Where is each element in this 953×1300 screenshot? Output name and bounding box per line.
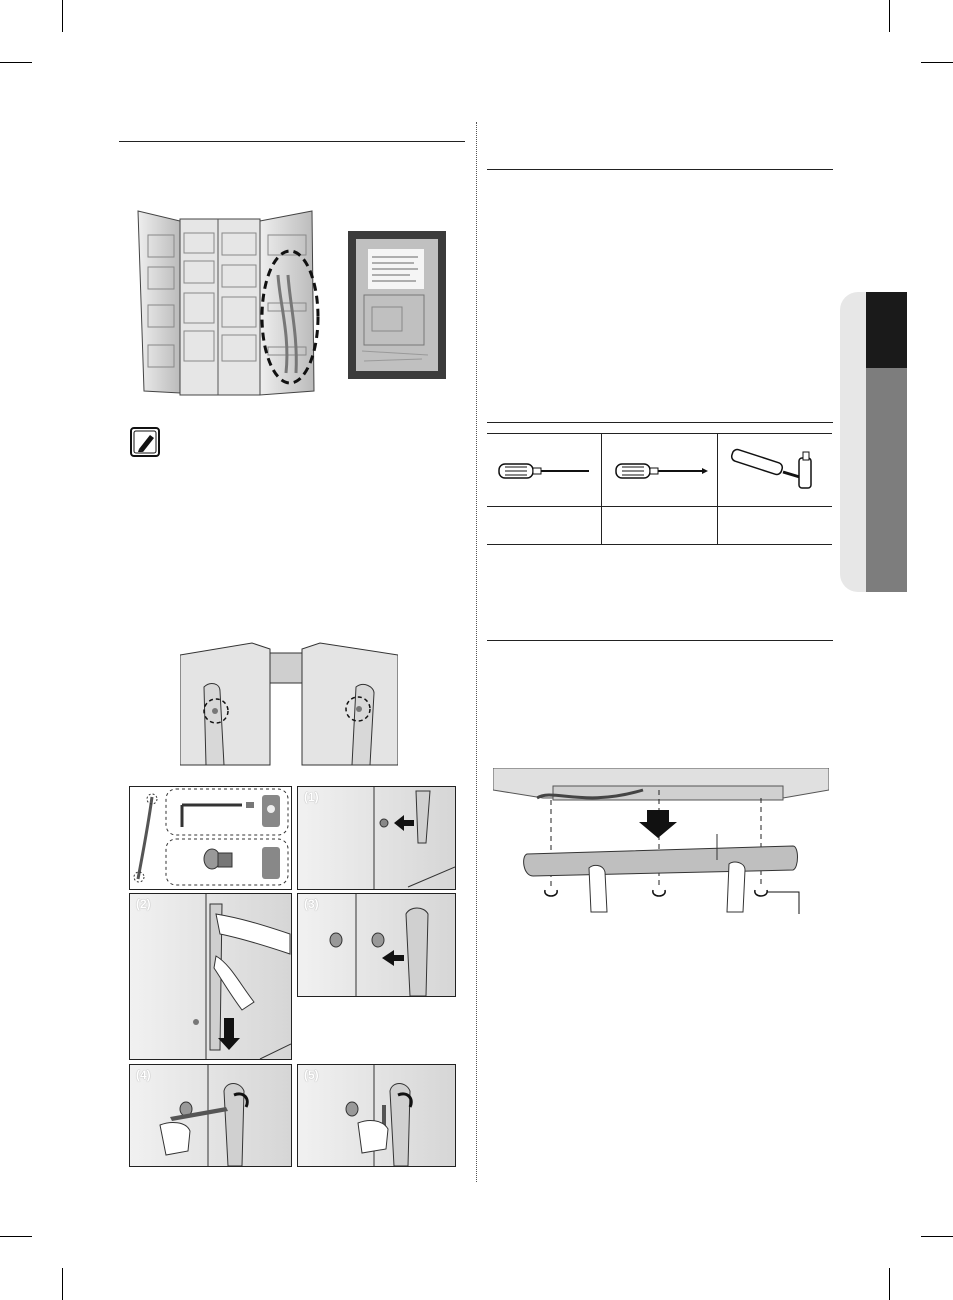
arrow-left-icon (394, 815, 414, 831)
side-tab-section (866, 368, 907, 592)
column-divider (476, 122, 477, 1182)
crop-mark (62, 0, 63, 32)
step-2-panel (129, 893, 292, 1060)
side-tab-active (866, 292, 907, 368)
step-4-panel (129, 1064, 292, 1167)
step-number: (1) (304, 790, 319, 804)
rotate-arrow-icon (653, 890, 665, 896)
crop-mark (889, 0, 890, 32)
step-number: (2) (136, 897, 151, 911)
fridge-open-illustration (130, 205, 330, 405)
crop-mark (921, 1236, 953, 1237)
step-5-panel (297, 1064, 456, 1167)
arrow-down-icon (218, 1018, 240, 1050)
section-rule-right-1 (487, 169, 833, 170)
crop-mark (889, 1268, 890, 1300)
door-handles-illustration (180, 637, 398, 767)
section-rule-right-2 (487, 422, 833, 423)
cover-removal-illustration (493, 768, 829, 918)
step-number: (4) (136, 1068, 151, 1082)
screwdriver-phillips-icon (614, 456, 712, 486)
note-icon (130, 427, 160, 457)
crop-mark (0, 1236, 32, 1237)
section-rule-left (119, 141, 465, 142)
step-3-panel (297, 893, 456, 997)
parts-panel (129, 786, 292, 890)
crop-mark (62, 1268, 63, 1300)
step-number: (5) (304, 1068, 319, 1082)
step-number: (3) (304, 897, 319, 911)
section-rule-right-3 (487, 640, 833, 641)
arrow-left-icon (382, 950, 404, 966)
rotate-arrow-icon (755, 890, 767, 896)
crop-mark (0, 62, 32, 63)
crop-mark (921, 62, 953, 63)
accessory-bag-photo (348, 231, 446, 379)
socket-wrench-icon (727, 444, 825, 492)
arrow-down-icon (639, 810, 677, 838)
tool-table (487, 433, 832, 545)
step-1-panel (297, 786, 456, 890)
rotate-arrow-icon (545, 890, 557, 896)
screwdriver-flat-icon (497, 456, 595, 486)
